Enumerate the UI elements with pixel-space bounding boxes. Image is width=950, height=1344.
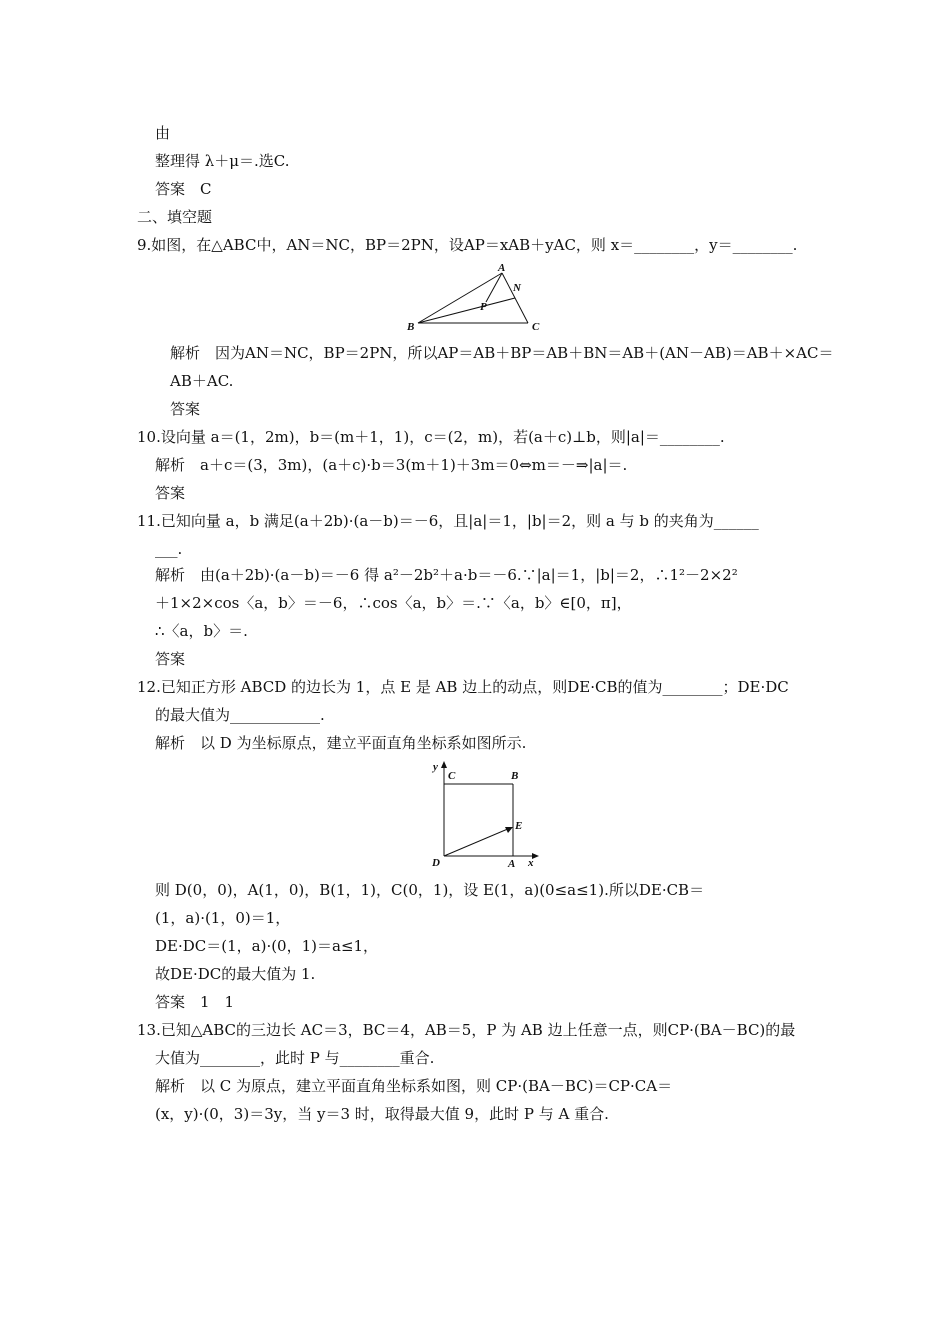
solution-line: ＋1×2×cos〈a，b〉＝－6，∴cos〈a，b〉＝.∵〈a，b〉∈[0，π]， [155,594,632,612]
text-line: 由 [155,124,171,142]
text-line: 整理得 λ＋μ＝.选C. [155,152,290,170]
solution-line: 解析 由(a＋2b)·(a－b)＝－6 得 a²－2b²＋a·b＝－6.∵|a|＝1，|b|＝2，∴1²－2×2² [155,566,738,584]
problem-11: 11.已知向量 a，b 满足(a＋2b)·(a－b)＝－6，且|a|＝1，|b|＝2，则 a 与 b 的夹角为______ [137,512,759,530]
answer-line: 答案 [155,484,186,502]
problem-13-continued: 大值为________，此时 P 与________重合. [155,1049,435,1067]
solution-line: DE·DC＝(1，a)·(0，1)＝a≤1， [155,937,379,955]
problem-9: 9.如图，在△ABC中，AN＝NC，BP＝2PN，设AP＝xAB＋yAC，则 x＝________，y＝________. [137,236,798,254]
solution-line: (x，y)·(0，3)＝3y，当 y＝3 时，取得最大值 9，此时 P 与 A 重合. [155,1105,609,1123]
solution-line: (1，a)·(1，0)＝1， [155,909,291,927]
answer-line: 答案 1 1 [155,993,235,1011]
problem-12-continued: 的最大值为____________. [155,706,325,724]
problem-13: 13.已知△ABC的三边长 AC＝3，BC＝4，AB＝5，P 为 AB 边上任意一点，则CP·(BA－BC)的最 [137,1021,796,1039]
vertex-label-b: B [407,321,415,333]
point-label-e: E [515,820,523,832]
solution-line: 解析 以 C 为原点，建立平面直角坐标系如图，则 CP·(BA－BC)＝CP·CA＝ [155,1077,673,1095]
axis-label-y: y [433,761,438,773]
solution-line: AB＋AC. [170,372,234,390]
solution-line: ∴〈a，b〉＝. [155,622,248,640]
vertex-label-c: C [448,770,456,782]
vertex-label-a: A [508,858,516,870]
problem-11-continued: ___. [155,540,183,558]
vertex-label-d: D [432,857,440,869]
solution-line: 则 D(0，0)，A(1，0)，B(1，1)，C(0，1)，设 E(1，a)(0≤a≤1).所以DE·CB＝ [155,881,705,899]
solution-line: 解析 因为AN＝NC，BP＝2PN，所以AP＝AB＋BP＝AB＋BN＝AB＋(AN－AB)＝AB＋×AC＝ [170,344,834,362]
vertex-label-c: C [532,321,540,333]
problem-12: 12.已知正方形 ABCD 的边长为 1，点 E 是 AB 边上的动点，则DE·CB的值为________；DE·DC [137,678,789,696]
answer-line: 答案 [155,650,186,668]
point-label-n: N [513,282,521,294]
answer-line: 答案 C [155,180,212,198]
solution-line: 解析 a＋c＝(3，3m)，(a＋c)·b＝3(m＋1)＋3m＝0⇔m＝－⇒|a|＝. [155,456,628,474]
solution-line: 故DE·DC的最大值为 1. [155,965,316,983]
answer-line: 答案 [170,400,201,418]
vertex-label-a: A [498,262,506,274]
solution-line: 解析 以 D 为坐标原点，建立平面直角坐标系如图所示. [155,734,527,752]
section-heading: 二、填空题 [137,208,213,226]
axis-label-x: x [528,857,534,869]
square-coordinate-figure [428,758,548,874]
triangle-figure [400,260,560,340]
vertex-label-b: B [511,770,519,782]
point-label-p: P [480,301,487,313]
problem-10: 10.设向量 a＝(1，2m)，b＝(m＋1，1)，c＝(2，m)，若(a＋c)⊥b，则|a|＝________. [137,428,725,446]
